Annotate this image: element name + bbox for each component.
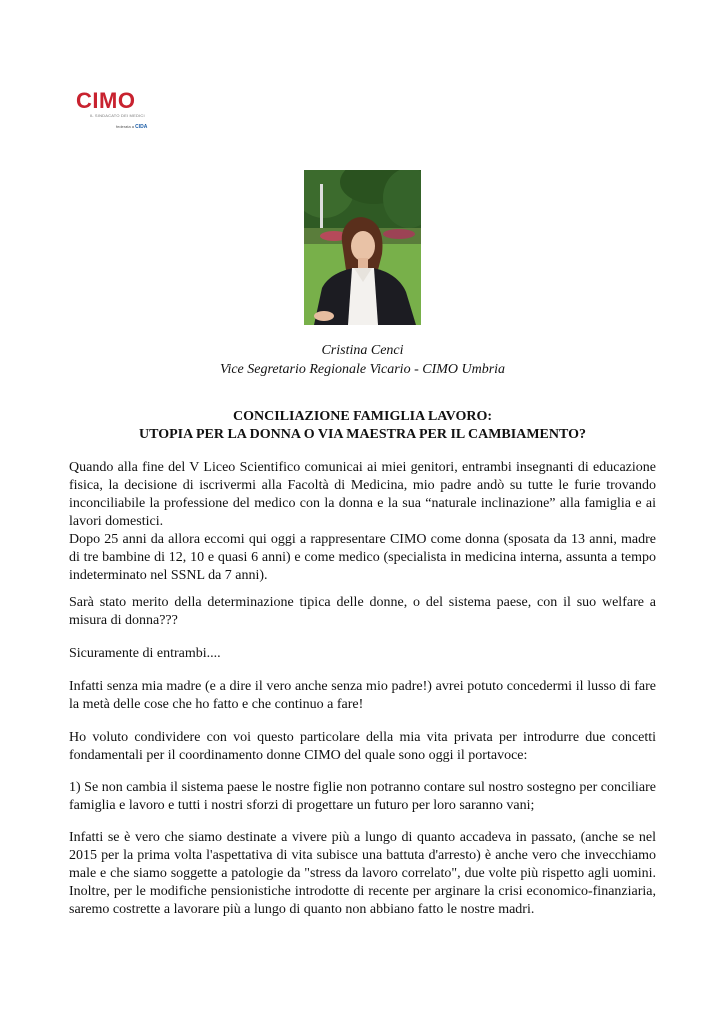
paragraph: Dopo 25 anni da allora eccomi qui oggi a rappresentare CIMO come donna (sposata da 13 anni, madre di tre bambine di 12, 10 e quasi 6 anni) e come medico (specialista in medicina interna, assunta a tempo indeterminato nel SSNL da 7 anni). <box>69 532 656 583</box>
article-body-block-1 <box>69 459 656 585</box>
article-body-block-6 <box>69 779 656 815</box>
paragraph: Ho voluto condividere con voi questo particolare della mia vita privata per introdurre due concetti fondamentali per il coordinamento donne CIMO del quale sono oggi il portavoce: <box>69 730 656 763</box>
paragraph: Infatti senza mia madre (e a dire il vero anche senza mio padre!) avrei potuto concedermi il lusso di fare la metà delle cose che ho fatto e che continuo a fare! <box>69 679 656 712</box>
author-name: Cristina Cenci <box>321 343 404 358</box>
logo-wordmark: CIMO <box>76 88 136 113</box>
article-body-block-3 <box>69 645 656 663</box>
author-photo <box>304 170 421 325</box>
logo-tagline: IL SINDACATO DEI MEDICI <box>90 113 145 118</box>
article-title-line-2: UTOPIA PER LA DONNA O VIA MAESTRA PER IL CAMBIAMENTO? <box>139 427 586 442</box>
paragraph: 1) Se non cambia il sistema paese le nostre figlie non potranno contare sul nostro sostegno per conciliare famiglia e lavoro e tutti i nostri sforzi di progettare un futuro per loro saranno vani; <box>69 780 656 813</box>
logo-federation <box>116 124 147 130</box>
article-body-block-7 <box>69 829 656 919</box>
article-title-line-1: CONCILIAZIONE FAMIGLIA LAVORO: <box>232 409 492 424</box>
author-photo-illustration <box>304 170 421 325</box>
paragraph: Quando alla fine del V Liceo Scientifico comunicai ai miei genitori, entrambi insegnanti di educazione fisica, la decisione di iscrivermi alla Facoltà di Medicina, mio padre andò su tutte le furie trovando inconciliabile la professione del medico con la donna e la sua “naturale inclinazione” alla famiglia e ai lavori domestici. <box>69 460 656 529</box>
article-body-block-2 <box>69 594 656 630</box>
author-role: Vice Segretario Regionale Vicario - CIMO Umbria <box>219 362 506 377</box>
logo-federation-name: CIDA <box>135 124 148 130</box>
paragraph: Infatti se è vero che siamo destinate a vivere più a lungo di quanto accadeva in passato, (anche se nel 2015 per la prima volta l'aspettativa di vita subisce una battuta d'arresto) è anche vero che invecchiamo male e che siamo soggette a patologie da "stress da lavoro correlato", due volte più rispetto agli uomini. Inoltre, per le modifiche pensionistiche introdotte di recente per arginare la crisi economico-finanziaria, saremo costrette a lavorare più a lungo di quanto non abbiano fatto le nostre madri. <box>69 830 656 917</box>
article-body-block-4 <box>69 678 656 714</box>
paragraph: Sicuramente di entrambi.... <box>69 646 221 661</box>
cimo-logo <box>76 88 158 134</box>
article-body-block-5 <box>69 729 656 765</box>
logo-federation-prefix: federata a <box>116 124 135 129</box>
paragraph: Sarà stato merito della determinazione tipica delle donne, o del sistema paese, con il suo welfare a misura di donna??? <box>69 595 656 628</box>
